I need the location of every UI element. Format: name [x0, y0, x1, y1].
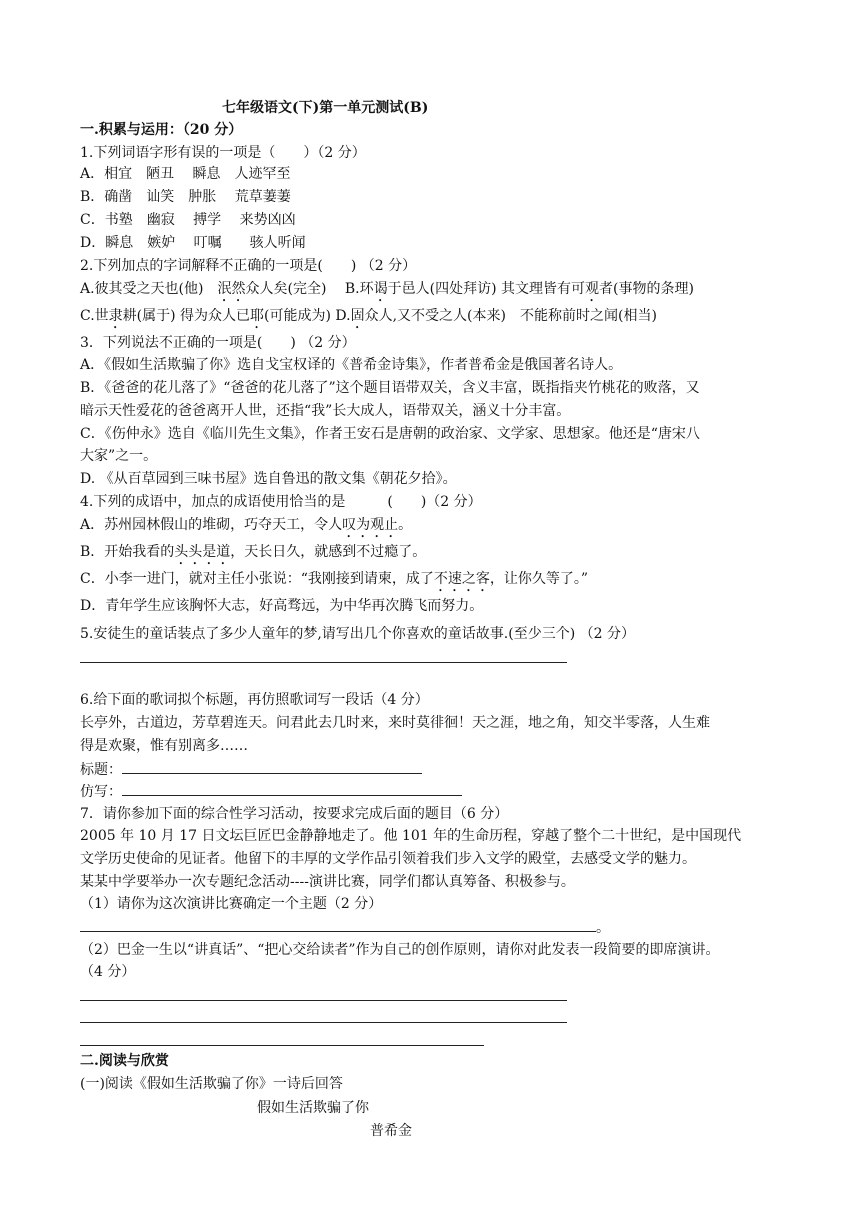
- text-span: 众人矣(完全) B.环: [245, 281, 374, 297]
- poem-title: 假如生活欺骗了你: [257, 1100, 369, 1116]
- question-3-option-c-line-2: 大家”之一。: [80, 448, 158, 464]
- imitate-label: 仿写：: [80, 784, 122, 800]
- text-span: C.世: [80, 308, 109, 324]
- question-1-option-b: B．确凿 讪笑 肿胀 荒草萋萋: [80, 189, 291, 205]
- question-7-passage-line-1: 2005 年 10 月 17 日文坛巨匠巴金静静地走了。他 101 年的生命历程，穿越了整个二十世纪，是中国现代: [80, 828, 742, 844]
- question-3-option-b-line-1: B．《爸爸的花儿落了》“爸爸的花儿落了”这个题目语带双关，含义丰富，既指指夹竹桃花的败落，又: [80, 380, 700, 396]
- question-4-option-c: [80, 569, 588, 595]
- imitate-answer-row: [80, 781, 462, 802]
- section-heading-1: 一.积累与运用：（20 分）: [80, 122, 243, 138]
- text-span: 耕(属于) 得为众人已: [122, 308, 251, 324]
- reading-1-intro: (一)阅读《假如生活欺骗了你》一诗后回答: [80, 1076, 343, 1092]
- text-span: 。: [398, 517, 413, 533]
- question-3-option-b-line-2: 暗示天性爱花的爸爸离开人世，还指“我”长大成人，语带双关，涵义十分丰富。: [80, 403, 571, 419]
- page-title: 七年级语文(下)第一单元测试(B): [222, 100, 429, 116]
- subquestion-1-answer-row: [80, 917, 610, 938]
- period: 。: [596, 920, 610, 936]
- poem-author: 普希金: [370, 1123, 412, 1139]
- question-7-passage-line-3: 某某中学要举办一次专题纪念活动----演讲比赛，同学们都认真筹备、积极参与。: [80, 874, 575, 890]
- answer-line[interactable]: [80, 1045, 484, 1046]
- dotted-term: 观: [584, 281, 599, 297]
- question-3-option-c-line-1: C．《伤仲永》选自《临川先生文集》，作者王安石是唐朝的政治家、文学家、思想家。他还是“唐宋八: [80, 426, 700, 442]
- text-span: 者(事物的条理): [598, 281, 694, 297]
- question-7-subquestion-2-line-1: （2）巴金一生以“讲真话”、“把心交给读者”作为自己的创作原则，请你对此发表一段简要的即席演讲。: [80, 942, 720, 958]
- question-4-stem: 4.下列的成语中，加点的成语使用恰当的是 ( )（2 分）: [80, 494, 482, 510]
- dotted-term: 不速之客: [433, 571, 490, 587]
- text-span: ，天长日久，就感到不过瘾了。: [230, 544, 427, 560]
- lyric-line-2: 得是欢聚，惟有别离多……: [80, 738, 248, 754]
- dotted-term: 头头是道: [174, 544, 231, 560]
- question-3-stem: 3．下列说法不正确的一项是( ) （2 分）: [80, 335, 356, 351]
- question-4-option-a: [80, 515, 412, 541]
- text-span: 众人,又不受之人(本来) 不能称前时之闻(相当): [364, 308, 657, 324]
- title-label: 标题：: [80, 762, 122, 778]
- title-answer-line[interactable]: [122, 759, 422, 774]
- question-7-subquestion-1: （1）请你为这次演讲比赛确定一个主题（2 分）: [80, 896, 383, 912]
- question-1-option-c: C．书塾 幽寂 搏学 来势凶凶: [80, 212, 296, 228]
- question-3-option-a: A．《假如生活欺骗了你》选自戈宝权译的《普希金诗集》，作者普希金是俄国著名诗人。: [80, 357, 623, 373]
- question-1-option-d: D．瞬息 嫉妒 叮嘱 骇人听闻: [80, 235, 306, 251]
- lyric-line-1: 长亭外，古道边，芳草碧连天。问君此去几时来，来时莫徘徊！天之涯，地之角，知交半零落，人生难: [80, 715, 710, 731]
- text-span: ，让你久等了。”: [489, 571, 589, 587]
- dotted-term: 固: [350, 308, 365, 324]
- question-1-stem: 1.下列词语字形有误的一项是（ ）（2 分）: [80, 145, 366, 161]
- dotted-term: 谒: [373, 281, 388, 297]
- question-3-option-d: D. 《从百草园到三味书屋》选自鲁迅的散文集《朝花夕拾》。: [80, 471, 457, 487]
- answer-line[interactable]: [80, 1000, 567, 1001]
- dotted-term: 耶: [250, 308, 265, 324]
- question-2-options-line-2: [80, 306, 657, 332]
- imitate-answer-line[interactable]: [122, 781, 462, 796]
- dotted-term: 泯然: [217, 281, 246, 297]
- answer-line[interactable]: [80, 1022, 567, 1023]
- question-7-stem: 7．请你参加下面的综合性学习活动，按要求完成后面的题目（6 分）: [80, 806, 509, 822]
- title-answer-row: [80, 759, 422, 780]
- answer-line[interactable]: [80, 662, 567, 663]
- text-span: B．开始我看的: [80, 544, 175, 560]
- question-6-stem: 6.给下面的歌词拟个标题，再仿照歌词写一段话（4 分）: [80, 692, 429, 708]
- section-heading-2: 二.阅读与欣赏: [80, 1053, 169, 1069]
- question-4-option-d: D．青年学生应该胸怀大志，好高骛远，为中华再次腾飞而努力。: [80, 598, 484, 614]
- dotted-term: 叹为观止: [342, 517, 399, 533]
- dotted-term: 隶: [108, 308, 123, 324]
- question-2-stem: 2.下列加点的字词解释不正确的一项是( ) （2 分）: [80, 258, 417, 274]
- question-7-passage-line-2: 文学历史使命的见证者。他留下的丰厚的文学作品引领着我们步入文学的殿堂，去感受文学的魅力。: [80, 851, 696, 867]
- text-span: 于邑人(四处拜访) 其文理皆有可: [387, 281, 585, 297]
- text-span: A.彼其受之天也(他): [80, 281, 218, 297]
- question-2-options-line-1: [80, 279, 694, 305]
- question-4-option-b: [80, 542, 426, 568]
- subquestion-1-answer-line[interactable]: [80, 917, 596, 932]
- question-1-option-a: A．相宜 陋丑 瞬息 人迹罕至: [80, 166, 291, 182]
- question-5-stem: 5.安徒生的童话装点了多少人童年的梦,请写出几个你喜欢的童话故事.(至少三个) （2 分）: [80, 626, 635, 642]
- text-span: C．小李一进门，就对主任小张说：“我刚接到请柬，成了: [80, 571, 434, 587]
- question-7-subquestion-2-line-2: （4 分）: [80, 964, 136, 980]
- text-span: A．苏州园林假山的堆砌，巧夺天工，令人: [80, 517, 343, 533]
- text-span: (可能成为) D.: [264, 308, 351, 324]
